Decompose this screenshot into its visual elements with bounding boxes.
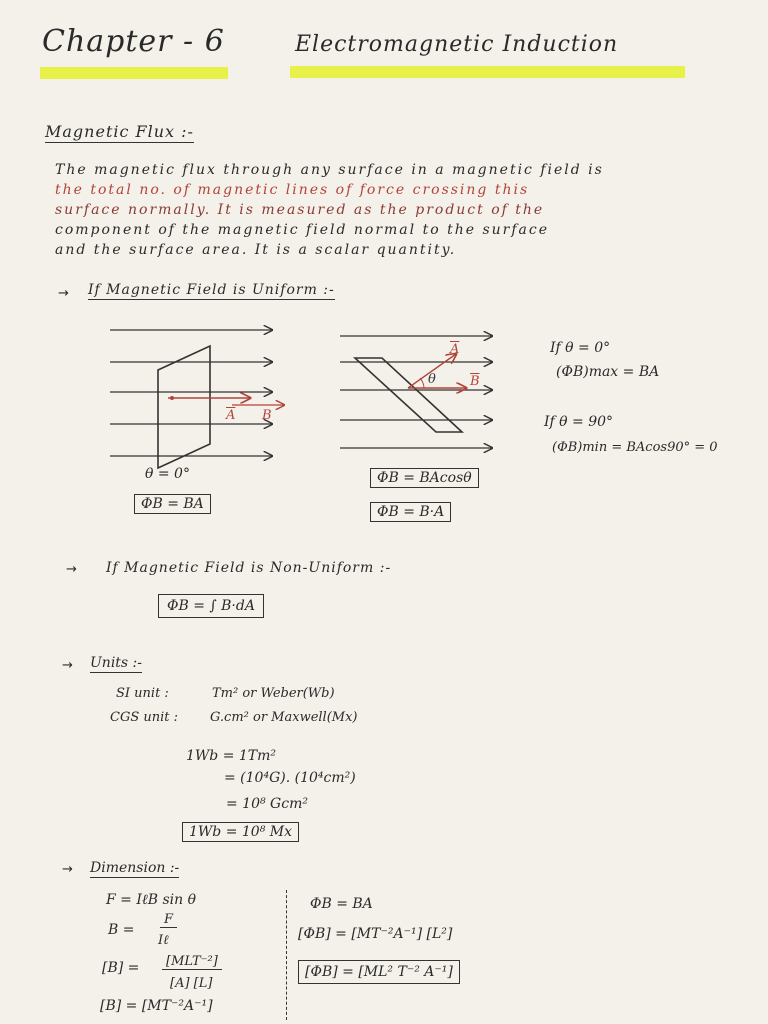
uniform-heading: If Magnetic Field is Uniform :- [88, 282, 335, 298]
flux-heading: Magnetic Flux :- [45, 122, 194, 141]
fig2-formula-box-1: ΦB = BAcosθ [370, 468, 479, 488]
fig2-angle-arc [420, 378, 424, 388]
fig1-angle: θ = 0° [145, 466, 190, 482]
dim-left-line-3-numerator: [MLT⁻²] [162, 954, 222, 970]
dim-left-line-3a: [B] = [102, 960, 140, 976]
nonuniform-heading: If Magnetic Field is Non-Uniform :- [106, 560, 392, 576]
fig2-theta-label: θ [428, 372, 436, 387]
conversion-line-1: 1Wb = 1Tm² [186, 748, 277, 764]
fig1-field-lines [110, 330, 272, 456]
fig2-tilted-surface [355, 358, 462, 432]
fig2-b-label: $\overline{B}$ [470, 374, 480, 389]
case2-result: (ΦB)min = BAcos90° = 0 [552, 440, 718, 455]
dim-left-line-2-denominator: Iℓ [158, 933, 169, 948]
dim-left-line-1: F = IℓB sin θ [106, 892, 197, 908]
units-heading: Units :- [90, 655, 143, 671]
dim-right-line-2: [ΦB] = [MT⁻²A⁻¹] [L²] [298, 926, 453, 942]
cgs-unit-value: G.cm² or Maxwell(Mx) [210, 710, 358, 725]
case2-condition: If θ = 90° [544, 414, 614, 430]
dim-left-line-2-numerator: F [160, 912, 177, 928]
bullet-arrow-icon: → [66, 562, 77, 577]
case1-result: (ΦB)max = BA [556, 364, 660, 380]
fig1-formula-box: ΦB = BA [134, 494, 211, 514]
case1-condition: If θ = 0° [550, 340, 611, 356]
bullet-arrow-icon: → [58, 286, 69, 301]
fig2-a-label: $\overline{A}$ [450, 342, 460, 357]
para-line-3: surface normally. It is measured as the product of the [55, 202, 545, 218]
si-unit-label: SI unit : [116, 686, 169, 701]
conversion-line-2: = (10⁴G). (10⁴cm²) [224, 770, 356, 786]
dim-left-line-2a: B = [108, 922, 135, 938]
conversion-line-3: = 10⁸ Gcm² [226, 796, 308, 812]
fig2-formula-box-2: ΦB = B·A [370, 502, 451, 522]
cgs-unit-label: CGS unit : [110, 710, 179, 725]
dim-left-line-3-denominator: [A] [L] [170, 976, 213, 991]
dim-right-line-1: ΦB = BA [310, 896, 373, 912]
nonuniform-formula-box: ΦB = ∫ B·dA [158, 594, 264, 618]
para-line-2: the total no. of magnetic lines of force crossing this [55, 182, 530, 198]
chapter-title: Chapter - 6 [42, 24, 225, 59]
fig1-surface [158, 346, 210, 468]
bullet-arrow-icon: → [62, 862, 73, 877]
dim-left-line-4: [B] = [MT⁻²A⁻¹] [100, 998, 213, 1014]
si-unit-value: Tm² or Weber(Wb) [212, 686, 335, 701]
para-line-5: and the surface area. It is a scalar quantity. [55, 242, 457, 258]
bullet-arrow-icon: → [62, 658, 73, 673]
para-line-4: component of the magnetic field normal to the surface [55, 222, 550, 238]
topic-title: Electromagnetic Induction [295, 32, 619, 57]
dimension-divider [286, 890, 287, 1020]
fig2-field-lines [340, 336, 492, 448]
para-line-1: The magnetic flux through any surface in a magnetic field is [55, 162, 604, 178]
dimension-heading: Dimension :- [90, 860, 180, 876]
dim-right-result-box: [ΦB] = [ML² T⁻² A⁻¹] [298, 960, 460, 984]
fig1-a-label: $\overline{A}$ [226, 408, 236, 423]
fig1-b-label: B [262, 408, 272, 423]
conversion-result-box: 1Wb = 10⁸ Mx [182, 822, 299, 842]
